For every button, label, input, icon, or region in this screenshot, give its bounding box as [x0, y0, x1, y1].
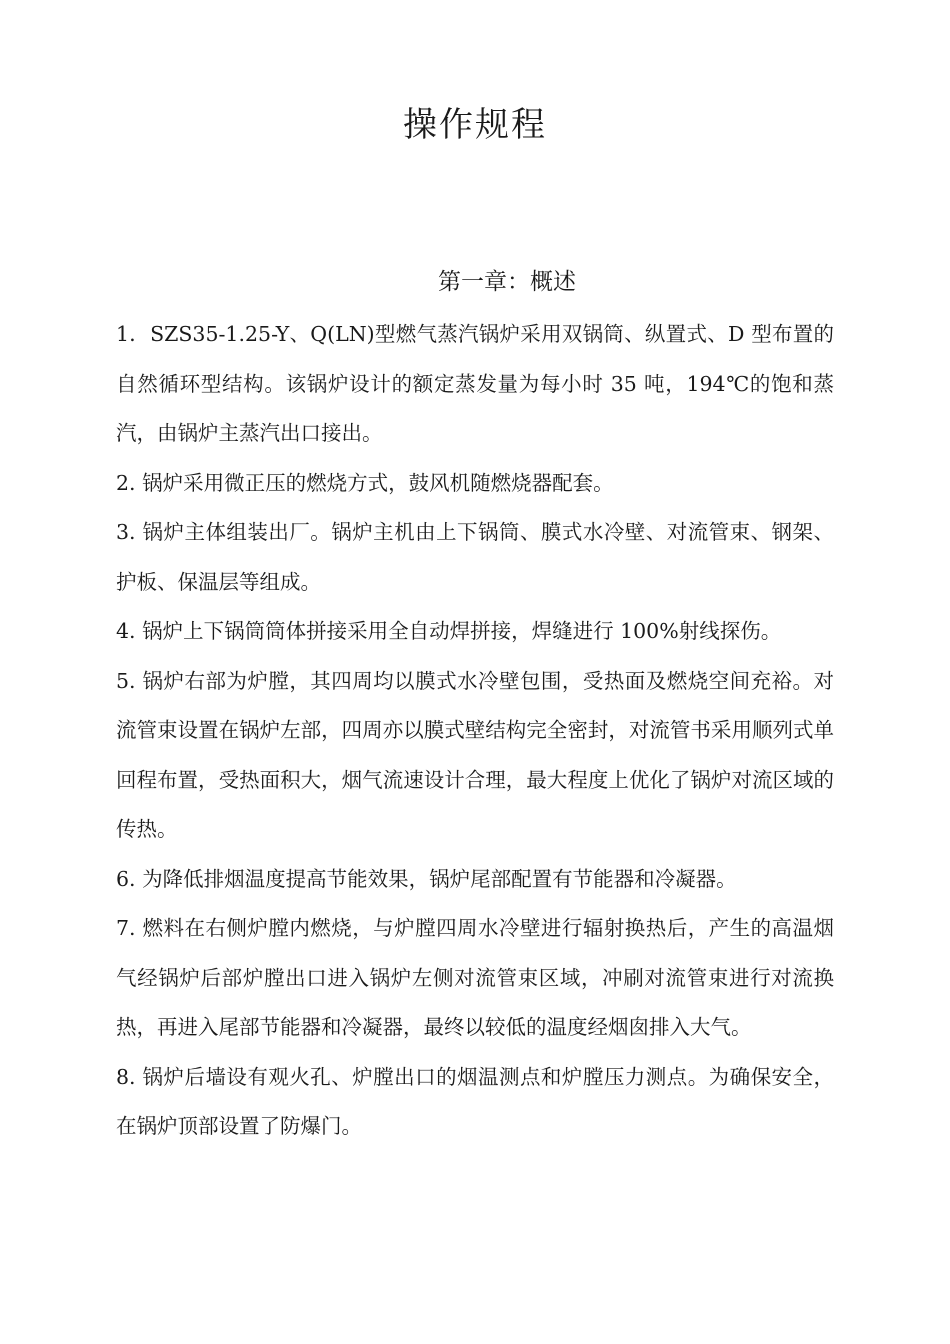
paragraph-3: 3. 锅炉主体组装出厂。锅炉主机由上下锅筒、膜式水冷壁、对流管束、钢架、护板、保温层等组成。 — [116, 520, 834, 594]
chapter-title: 第一章：概述 — [438, 269, 576, 295]
document-body — [116, 310, 834, 1152]
document-title: 操作规程 — [403, 105, 547, 145]
paragraph-4: 4. 锅炉上下锅筒筒体拼接采用全自动焊拼接，焊缝进行 100%射线探伤。 — [116, 619, 782, 643]
paragraph-6: 6. 为降低排烟温度提高节能效果，锅炉尾部配置有节能器和冷凝器。 — [116, 866, 737, 891]
paragraph-7: 7. 燃料在右侧炉膛内燃烧，与炉膛四周水冷壁进行辐射换热后，产生的高温烟气经锅炉后部炉膛出口进入锅炉左侧对流管束区域，冲刷对流管束进行对流换热，再进入尾部节能器和冷凝器，最终以较低的温度经烟囱排入大气。 — [116, 916, 834, 1039]
paragraph-5: 5. 锅炉右部为炉膛，其四周均以膜式水冷壁包围，受热面及燃烧空间充裕。对流管束设置在锅炉左部，四周亦以膜式壁结构完全密封，对流管书采用顺列式单回程布置，受热面积大，烟气流速设计合理，最大程度上优化了锅炉对流区域的传热。 — [116, 668, 834, 841]
paragraph-1: 1．SZS35-1.25-Y、Q(LN)型燃气蒸汽锅炉采用双锅筒、纵置式、D 型布置的自然循环型结构。该锅炉设计的额定蒸发量为每小时 35 吨，194℃的饱和蒸汽，由锅炉主蒸汽出口接出。 — [116, 322, 834, 445]
paragraph-8: 8. 锅炉后墙设有观火孔、炉膛出口的烟温测点和炉膛压力测点。为确保安全，在锅炉顶部设置了防爆门。 — [116, 1064, 834, 1138]
paragraph-2: 2. 锅炉采用微正压的燃烧方式，鼓风机随燃烧器配套。 — [116, 470, 614, 495]
